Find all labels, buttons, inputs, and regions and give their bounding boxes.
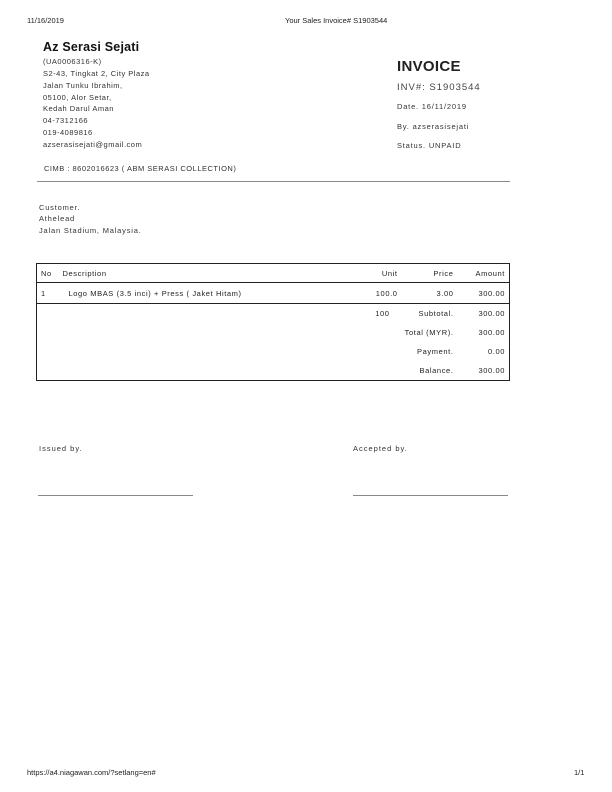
- summary-total-row: [37, 323, 510, 342]
- company-reg-no: (UA0006316-K): [43, 57, 102, 66]
- customer-label: Customer.: [39, 203, 81, 212]
- total-value: 300.00: [478, 328, 505, 337]
- summary-payment-row: [37, 342, 510, 361]
- items-table: [36, 263, 510, 381]
- item-price: 3.00: [406, 283, 458, 304]
- table-row: [37, 283, 510, 304]
- header-divider: [37, 181, 510, 182]
- total-label: Total (MYR).: [404, 328, 454, 337]
- company-mobile: 019-4089816: [43, 128, 93, 137]
- company-address-line: Jalan Tunku Ibrahim,: [43, 81, 123, 90]
- table-header-row: [37, 264, 510, 283]
- col-description: Description: [58, 264, 347, 283]
- company-address-line: S2-43, Tingkat 2, City Plaza: [43, 69, 150, 78]
- invoice-date: Date. 16/11/2019: [397, 102, 467, 111]
- company-email: azserasisejati@gmail.com: [43, 140, 143, 149]
- col-no: No: [37, 264, 59, 283]
- invoice-issuer: By. azserasisejati: [397, 122, 470, 131]
- item-amount: 300.00: [458, 283, 510, 304]
- item-description: Logo MBAS (3.5 inci) + Press ( Jaket Hitam): [58, 283, 347, 304]
- accepted-by-signature-line: [353, 495, 508, 496]
- company-name: Az Serasi Sejati: [43, 40, 140, 54]
- subtotal-value: 300.00: [478, 309, 505, 318]
- balance-value: 300.00: [478, 366, 505, 375]
- col-amount: Amount: [458, 264, 510, 283]
- print-title: Your Sales Invoice# S1903544: [285, 16, 388, 25]
- item-unit: 100.0: [348, 283, 406, 304]
- subtotal-label: Subtotal.: [418, 309, 454, 318]
- print-date: 11/16/2019: [27, 16, 64, 25]
- unit-total: 100: [375, 309, 390, 318]
- invoice-title: INVOICE: [397, 58, 461, 75]
- print-url: https://a4.niagawan.com/?setlang=en#: [27, 768, 156, 777]
- payment-value: 0.00: [488, 347, 505, 356]
- print-page-number: 1/1: [574, 768, 585, 777]
- company-phone: 04-7312166: [43, 116, 89, 125]
- payment-label: Payment.: [417, 347, 454, 356]
- issued-by-signature-line: [38, 495, 193, 496]
- customer-address: Jalan Stadium, Malaysia.: [39, 226, 142, 235]
- item-no: 1: [37, 283, 59, 304]
- invoice-number: INV#: S1903544: [397, 82, 481, 93]
- balance-label: Balance.: [419, 366, 454, 375]
- accepted-by-label: Accepted by.: [353, 444, 408, 453]
- bank-account: CIMB : 8602016623 ( ABM SERASI COLLECTION): [44, 164, 237, 173]
- issued-by-label: Issued by.: [39, 444, 83, 453]
- col-price: Price: [406, 264, 458, 283]
- summary-balance-row: [37, 361, 510, 381]
- invoice-status: Status. UNPAID: [397, 141, 462, 150]
- col-unit: Unit: [348, 264, 406, 283]
- company-address-line: Kedah Darul Aman: [43, 104, 114, 113]
- summary-subtotal-row: [37, 304, 510, 324]
- company-address-line: 05100, Alor Setar,: [43, 93, 112, 102]
- customer-name: Athelead: [39, 214, 76, 223]
